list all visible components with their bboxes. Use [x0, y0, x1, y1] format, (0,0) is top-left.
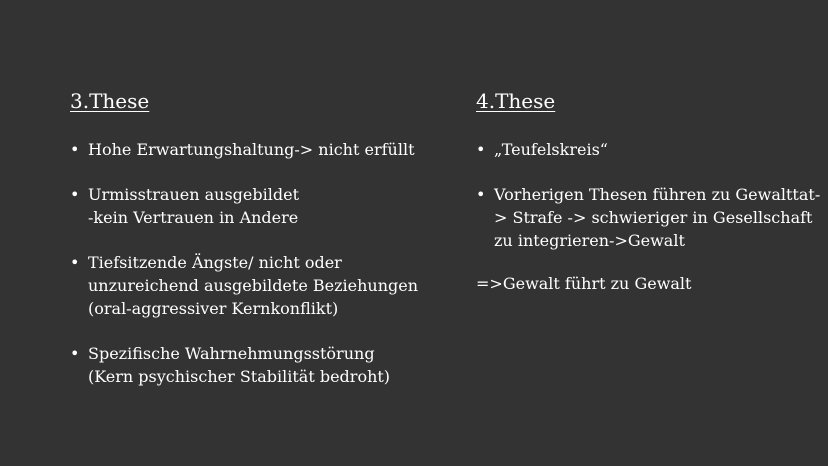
list-item-text: Spezifische Wahrnehmungsstörung	[88, 344, 375, 363]
list-item	[70, 251, 430, 320]
list-item	[70, 342, 430, 388]
bullet-dot-icon: •	[476, 185, 486, 204]
right-column	[476, 88, 821, 295]
list-item-text: Tiefsitzende Ängste/ nicht oder	[88, 253, 342, 272]
list-item-text: (Kern psychischer Stabilität bedroht)	[88, 367, 391, 386]
left-column	[70, 88, 430, 410]
list-item	[70, 183, 430, 229]
list-item-text: Urmisstrauen ausgebildet	[88, 185, 300, 204]
heading-these-4: 4.These	[476, 89, 556, 113]
list-item	[70, 138, 430, 161]
left-bullet-list	[70, 138, 430, 388]
list-item-text: (oral-aggressiver Kernkonflikt)	[88, 299, 339, 318]
right-bullet-list	[476, 138, 821, 252]
list-item	[476, 183, 821, 252]
list-item-text: „Teufelskreis“	[494, 140, 608, 159]
bullet-dot-icon: •	[70, 140, 80, 159]
heading-these-3: 3.These	[70, 89, 150, 113]
conclusion-text: =>Gewalt führt zu Gewalt	[476, 274, 692, 293]
bullet-dot-icon: •	[70, 344, 80, 363]
list-item-text: > Strafe -> schwieriger in Gesellschaft	[494, 208, 813, 227]
list-item-text: -kein Vertrauen in Andere	[88, 208, 299, 227]
list-item-text: Vorherigen Thesen führen zu Gewalttat-	[494, 185, 821, 204]
bullet-dot-icon: •	[476, 140, 486, 159]
list-item-text: unzureichend ausgebildete Beziehungen	[88, 276, 419, 295]
bullet-dot-icon: •	[70, 185, 80, 204]
bullet-dot-icon: •	[70, 253, 80, 272]
list-item-text: Hohe Erwartungshaltung-> nicht erfüllt	[88, 140, 415, 159]
list-item	[476, 138, 812, 161]
list-item-text: zu integrieren->Gewalt	[494, 231, 685, 250]
